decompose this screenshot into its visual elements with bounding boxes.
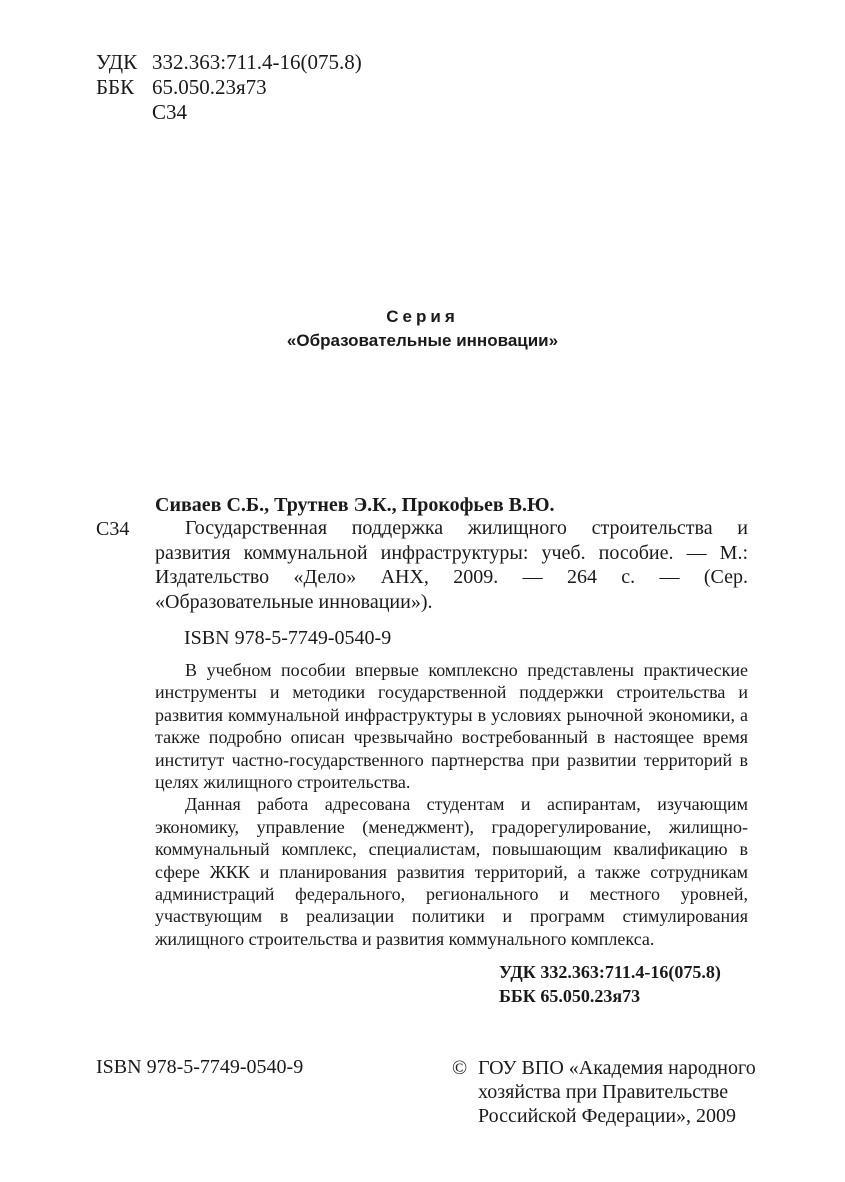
udk-value: 332.363:711.4-16(075.8) bbox=[152, 50, 362, 74]
copyright-line-3: Российской Федерации», 2009 bbox=[478, 1105, 737, 1127]
series-name: «Образовательные инновации» bbox=[286, 331, 559, 350]
udk-line bbox=[96, 50, 362, 74]
annotation-paragraph-2: Данная работа адресована студентам и аспирантам, изучающим экономику, управление (менеджмент), градорегулирование, жилищно-коммунальный комплекс, специалистам, повышающим квалификацию в сфере ЖКК и планирования развития территорий, а также сотрудникам администраций федерального, регионального и местного уровней, участвующим в реализации политики и программ стимулирования жилищного строительства и развития коммунального комплекса. bbox=[155, 794, 748, 949]
bbk-label: ББК bbox=[96, 75, 135, 99]
copyright-symbol: © bbox=[452, 1057, 468, 1079]
copyright-line-2: хозяйства при Правительстве bbox=[478, 1081, 729, 1103]
authors: Сиваев С.Б., Трутнев Э.К., Прокофьев В.Ю. bbox=[155, 494, 555, 516]
cutter-code-top: С34 bbox=[152, 100, 188, 124]
copyright bbox=[452, 1056, 756, 1128]
copyright-text-1: ГОУ ВПО «Академия народного bbox=[478, 1057, 756, 1079]
footer-isbn: ISBN 978-5-7749-0540-9 bbox=[96, 1056, 304, 1078]
book-description-text: Государственная поддержка жилищного строительства и развития коммунальной инфраструктуры: учеб. пособие. — М.: Издательство «Дело» АНХ, 2009. — 264 с. — (Сер. «Образовательные инновации»). bbox=[155, 517, 748, 613]
annotation-paragraph-1: В учебном пособии впервые комплексно представлены практические инструменты и методики государственной поддержки строительства и развития коммунальной инфраструктуры в условиях рыночной экономики, а также подробно описан чрезвычайно востребованный в настоящее время институт частно-государственного партнерства при развитии территорий в целях жилищного строительства. bbox=[155, 660, 748, 793]
annotation bbox=[155, 659, 748, 950]
book-description bbox=[155, 516, 748, 614]
series-title: Серия bbox=[386, 307, 459, 326]
bbk-line bbox=[96, 75, 267, 99]
bottom-bbk: ББК 65.050.23я73 bbox=[499, 986, 641, 1006]
copyright-line-1 bbox=[452, 1056, 756, 1080]
udk-label: УДК bbox=[96, 50, 138, 74]
bottom-udk: УДК 332.363:711.4-16(075.8) bbox=[499, 962, 721, 982]
cutter-code: С34 bbox=[96, 518, 130, 540]
bbk-value: 65.050.23я73 bbox=[152, 75, 267, 99]
bottom-codes bbox=[499, 960, 721, 1008]
record-isbn: ISBN 978-5-7749-0540-9 bbox=[184, 627, 392, 649]
